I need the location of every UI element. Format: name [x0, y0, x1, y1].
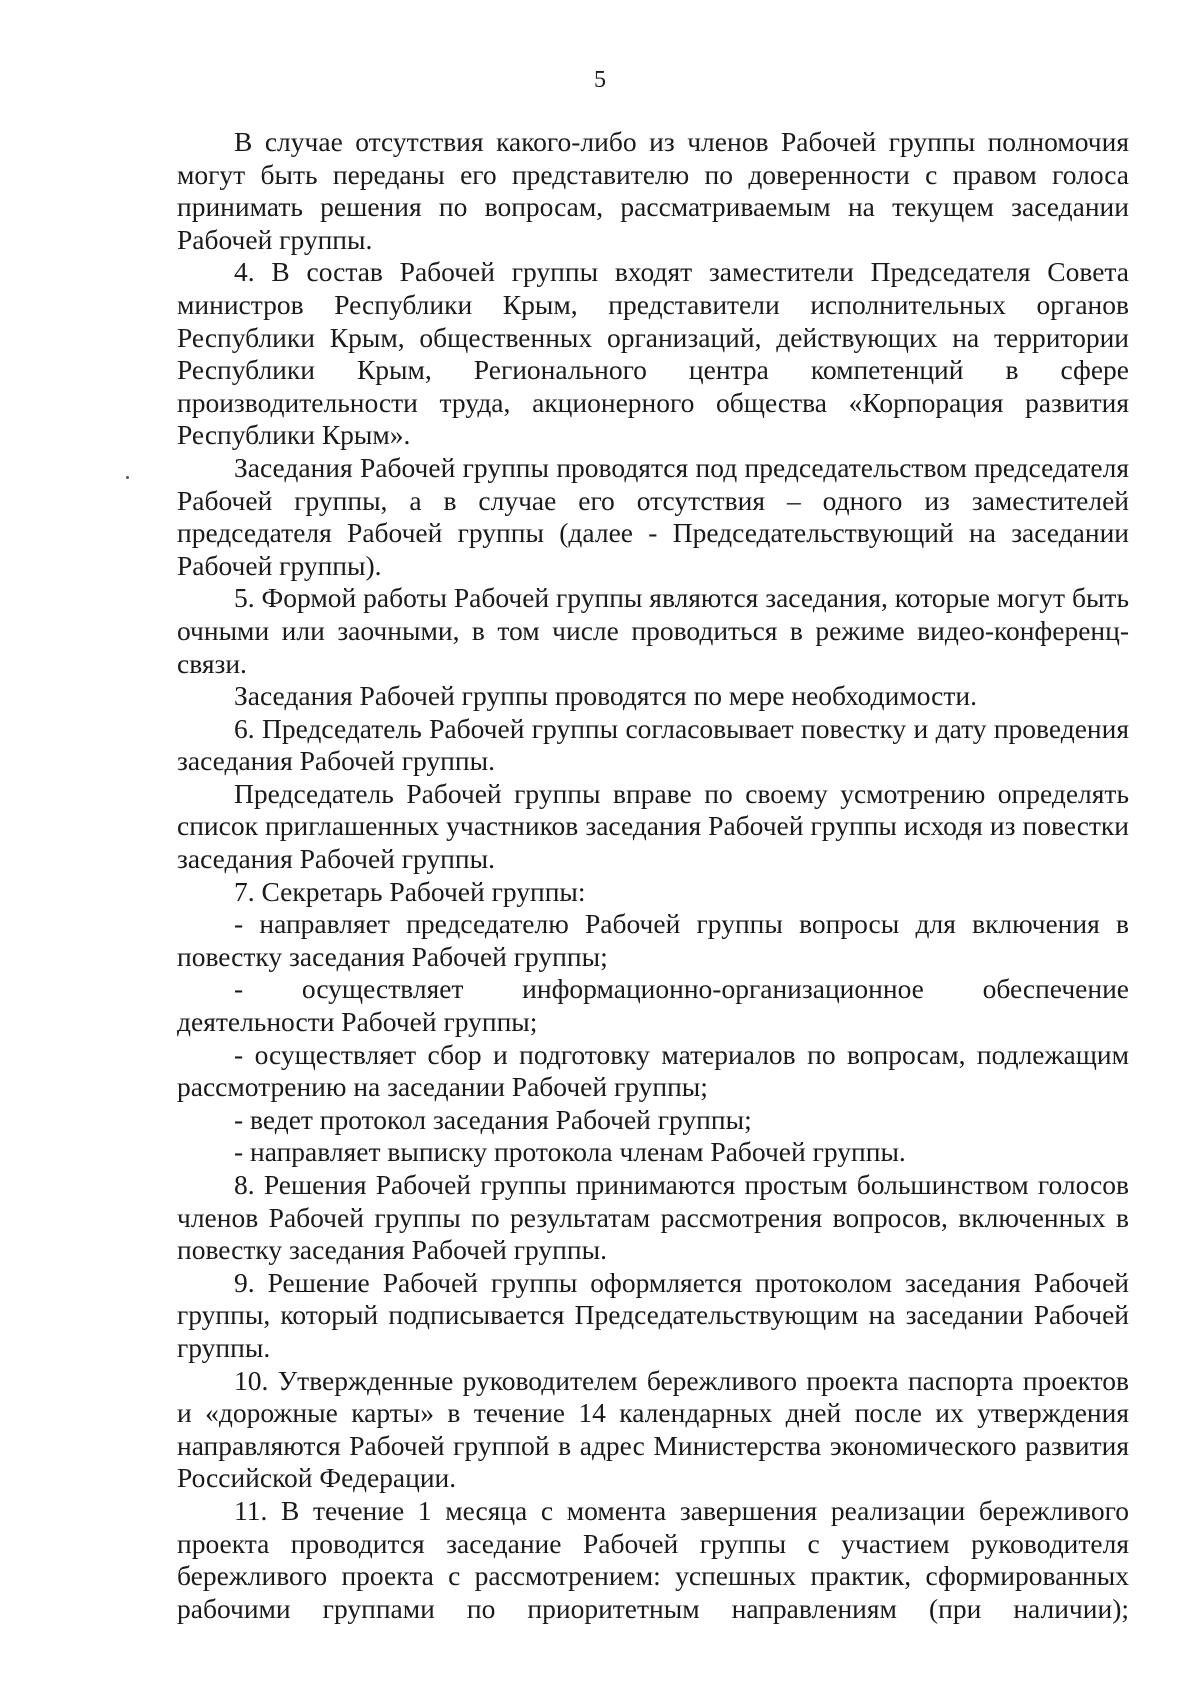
list-item-secretary-duty-4: - ведет протокол заседания Рабочей группы;	[234, 1103, 752, 1135]
list-item-secretary-duty-5: - направляет выписку протокола членам Рабочей группы.	[234, 1136, 906, 1168]
paragraph-11-completion: 11. В течение 1 месяца с момента завершения реализации бережливого проекта проводится заседание Рабочей группы с участием руководителя бережливого проекта с рассмотрением: успешных практик, сформированных рабочими группами по приоритетным направлениям (при наличии);	[177, 1494, 1129, 1624]
paragraph-10-passports: 10. Утвержденные руководителем бережливого проекта паспорта проектов и «дорожные карты» в течение 14 календарных дней после их утверждения направляются Рабочей группой в адрес Министерства экономического развития Российской Федерации.	[177, 1364, 1129, 1494]
paragraph-4-composition: 4. В состав Рабочей группы входят заместители Председателя Совета министров Республики Крым, представители исполнительных органов Республики Крым, общественных организаций, действующих на территории Республики Крым, Регионального центра компетенций в сфере производительности труда, акционерного общества «Корпорация развития Республики Крым».	[177, 256, 1129, 451]
scan-speck	[126, 476, 129, 479]
list-item-secretary-duty-3: - осуществляет сбор и подготовку материалов по вопросам, подлежащим рассмотрению на заседании Рабочей группы;	[177, 1038, 1129, 1103]
document-body	[177, 126, 1129, 1625]
paragraph-7-secretary: 7. Секретарь Рабочей группы:	[234, 875, 586, 907]
list-item-secretary-duty-2: - осуществляет информационно-организационное обеспечение деятельности Рабочей группы;	[177, 973, 1129, 1038]
paragraph-absence-delegation: В случае отсутствия какого-либо из членов Рабочей группы полномочия могут быть переданы его представителю по доверенности с правом голоса принимать решения по вопросам, рассматриваемым на текущем заседании Рабочей группы.	[177, 126, 1129, 255]
paragraph-5-work-form: 5. Формой работы Рабочей группы являются заседания, которые могут быть очными или заочными, в том числе проводиться в режиме видео-конференц-связи.	[177, 582, 1129, 679]
list-item-secretary-duty-1: - направляет председателю Рабочей группы вопросы для включения в повестку заседания Рабочей группы;	[177, 908, 1129, 972]
paragraph-6-agenda: 6. Председатель Рабочей группы согласовывает повестку и дату проведения заседания Рабочей группы.	[177, 712, 1129, 777]
paragraph-8-decisions: 8. Решения Рабочей группы принимаются простым большинством голосов членов Рабочей группы по результатам рассмотрения вопросов, включенных в повестку заседания Рабочей группы.	[177, 1169, 1129, 1266]
paragraph-meetings-chair: Заседания Рабочей группы проводятся под председательством председателя Рабочей группы, а в случае его отсутствия – одного из заместителей председателя Рабочей группы (далее - Председательствующий на заседании Рабочей группы).	[177, 451, 1129, 581]
paragraph-9-protocol: 9. Решение Рабочей группы оформляется протоколом заседания Рабочей группы, который подписывается Председательствующим на заседании Рабочей группы.	[177, 1266, 1129, 1363]
paragraph-invited-participants: Председатель Рабочей группы вправе по своему усмотрению определять список приглашенных участников заседания Рабочей группы исходя из повестки заседания Рабочей группы.	[177, 777, 1129, 875]
paragraph-meetings-frequency: Заседания Рабочей группы проводятся по мере необходимости.	[234, 680, 977, 712]
page-number: 5	[594, 67, 606, 93]
